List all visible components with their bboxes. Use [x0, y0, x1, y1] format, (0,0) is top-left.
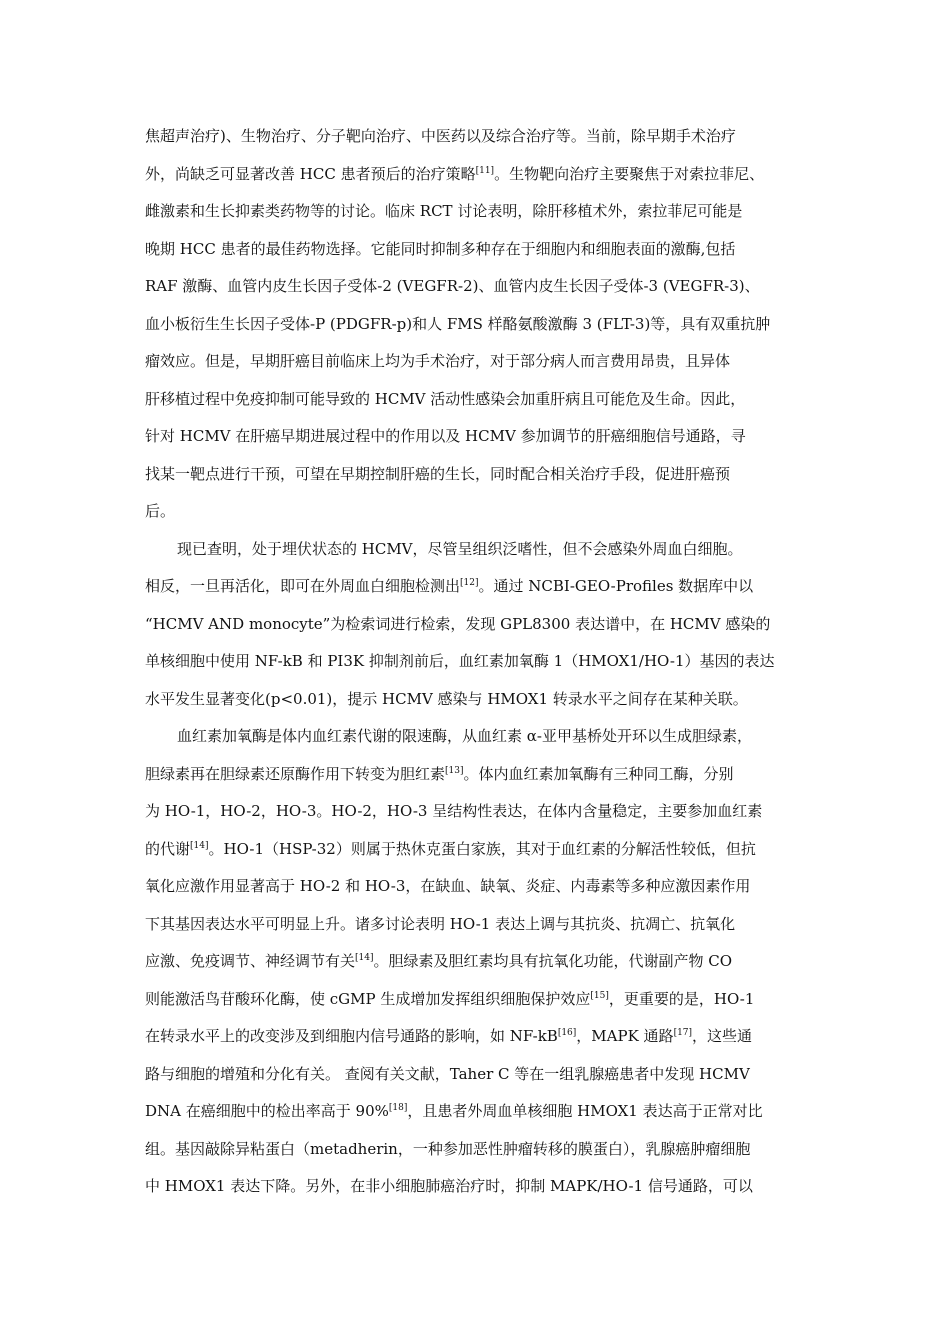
- text-line: [145, 793, 825, 831]
- text-line: [145, 1093, 825, 1131]
- text-run: 针对 HCMV 在肝癌早期进展过程中的作用以及 HCMV 参加调节的肝癌细胞信号通路，寻: [145, 427, 746, 445]
- text-run: 氧化应激作用显著高于 HO-2 和 HO-3，在缺血、缺氧、炎症、内毒素等多种应激因素作用: [145, 877, 751, 895]
- text-run: 为 HO-1，HO-2，HO-3。HO-2，HO-3 呈结构性表达，在体内含量稳定，主要参加血红素: [145, 802, 763, 820]
- text-run: “HCMV AND monocyte”为检索词进行检索，发现 GPL8300 表达谱中，在 HCMV 感染的: [145, 614, 771, 633]
- text-line: [145, 1056, 825, 1094]
- text-run: 。通过 NCBI-GEO-Profiles 数据库中以: [478, 577, 754, 595]
- text-line: [145, 193, 825, 231]
- text-run: 瘤效应。但是，早期肝癌目前临床上均为手术治疗，对于部分病人而言费用昂贵，且异体: [145, 352, 731, 370]
- text-run: 血红素加氧酶是体内血红素代谢的限速酶，从血红素 α-亚甲基桥处开环以生成胆绿素，: [177, 727, 752, 745]
- text-line: [145, 1131, 825, 1169]
- text-run: 。HO-1（HSP-32）则属于热休克蛋白家族，其对于血红素的分解活性较低，但抗: [208, 839, 756, 858]
- text-line: [145, 643, 825, 681]
- text-run: 的代谢: [145, 839, 191, 858]
- text-line: [145, 381, 825, 419]
- text-line: [145, 868, 825, 906]
- text-line: [145, 231, 825, 269]
- text-run: ，更重要的是，HO-1: [608, 989, 755, 1008]
- text-line: [145, 831, 825, 869]
- text-line: [145, 306, 825, 344]
- text-run: ，MAPK 通路: [576, 1027, 674, 1045]
- text-line: [145, 456, 825, 494]
- text-line: [145, 756, 825, 794]
- text-line: [145, 531, 825, 569]
- citation-marker: [14]: [355, 953, 374, 963]
- text-run: 则能激活鸟苷酸环化酶，使 cGMP 生成增加发挥组织细胞保护效应: [145, 989, 591, 1008]
- text-run: RAF 激酶、血管内皮生长因子受体-2 (VEGFR-2)、血管内皮生长因子受体-3 (VEGFR-3)、: [145, 277, 760, 295]
- text-run: 应激、免疫调节、神经调节有关: [145, 952, 356, 970]
- text-run: 相反，一旦再活化，即可在外周血白细胞检测出: [145, 577, 461, 595]
- text-run: 。体内血红素加氧酶有三种同工酶，分别: [463, 764, 734, 783]
- text-run: 焦超声治疗)、生物治疗、分子靶向治疗、中医药以及综合治疗等。当前，除早期手术治疗: [145, 127, 736, 145]
- text-run: 晚期 HCC 患者的最佳药物选择。它能同时抑制多种存在于细胞内和细胞表面的激酶,包括: [145, 239, 736, 258]
- text-run: ，这些通: [692, 1027, 753, 1045]
- text-line: [145, 718, 825, 756]
- text-line: [145, 606, 825, 644]
- text-run: 后。: [145, 502, 176, 520]
- text-run: 找某一靶点进行干预，可望在早期控制肝癌的生长，同时配合相关治疗手段，促进肝癌预: [145, 464, 731, 483]
- text-run: 。胆绿素及胆红素均具有抗氧化功能，代谢副产物 CO: [373, 952, 733, 970]
- text-line: [145, 981, 825, 1019]
- text-run: 血小板衍生生长因子受体-P (PDGFR-p)和人 FMS 样酪氨酸激酶 3 (FLT-3)等，具有双重抗肿: [145, 314, 771, 333]
- citation-marker: [13]: [445, 765, 464, 776]
- text-line: [145, 156, 825, 194]
- text-line: [145, 906, 825, 944]
- text-line: [145, 1018, 825, 1056]
- text-run: DNA 在癌细胞中的检出率高于 90%: [145, 1102, 389, 1120]
- text-run: 肝移植过程中免疫抑制可能导致的 HCMV 活动性感染会加重肝病且可能危及生命。因此，: [145, 389, 746, 408]
- text-run: 在转录水平上的改变涉及到细胞内信号通路的影响，如 NF-kB: [145, 1027, 558, 1045]
- text-line: [145, 1168, 825, 1206]
- text-run: 中 HMOX1 表达下降。另外，在非小细胞肺癌治疗时，抑制 MAPK/HO-1 信号通路，可以: [145, 1177, 753, 1195]
- text-line: [145, 681, 825, 719]
- text-run: 下其基因表达水平可明显上升。诸多讨论表明 HO-1 表达上调与其抗炎、抗凋亡、抗氧化: [145, 914, 736, 933]
- text-line: [145, 493, 825, 531]
- text-run: 外，尚缺乏可显著改善 HCC 患者预后的治疗策略: [145, 164, 476, 183]
- citation-marker: [14]: [190, 840, 209, 851]
- text-line: [145, 943, 825, 981]
- text-line: [145, 418, 825, 456]
- citation-marker: [11]: [475, 165, 495, 176]
- text-run: 胆绿素再在胆绿素还原酶作用下转变为胆红素: [145, 764, 446, 783]
- text-run: 单核细胞中使用 NF-kB 和 PI3K 抑制剂前后，血红素加氧酶 1（HMOX1/HO-1）基因的表达: [145, 652, 775, 670]
- text-run: 。生物靶向治疗主要聚焦于对索拉菲尼、: [494, 164, 765, 183]
- body-text: [145, 118, 825, 1206]
- text-run: 组。基因敲除异粘蛋白（metadherin，一种参加恶性肿瘤转移的膜蛋白），乳腺癌肿瘤细胞: [145, 1139, 751, 1158]
- citation-marker: [12]: [460, 578, 479, 588]
- text-run: 路与细胞的增殖和分化有关。 查阅有关文献，Taher C 等在一组乳腺癌患者中发现 HCMV: [145, 1064, 750, 1083]
- text-line: [145, 268, 825, 306]
- text-run: ，且患者外周血单核细胞 HMOX1 表达高于正常对比: [407, 1102, 763, 1120]
- citation-marker: [17]: [673, 1028, 693, 1038]
- text-run: 现已查明，处于埋伏状态的 HCMV，尽管呈组织泛嗜性，但不会感染外周血白细胞。: [177, 539, 743, 558]
- citation-marker: [18]: [388, 1103, 408, 1113]
- text-line: [145, 118, 825, 156]
- citation-marker: [15]: [590, 990, 609, 1001]
- text-line: [145, 343, 825, 381]
- text-run: 雌激素和生长抑素类药物等的讨论。临床 RCT 讨论表明，除肝移植术外，索拉菲尼可能是: [145, 202, 743, 220]
- citation-marker: [16]: [557, 1028, 577, 1038]
- text-line: [145, 568, 825, 606]
- text-run: 水平发生显著变化(p<0.01)，提示 HCMV 感染与 HMOX1 转录水平之间存在某种关联。: [145, 689, 748, 708]
